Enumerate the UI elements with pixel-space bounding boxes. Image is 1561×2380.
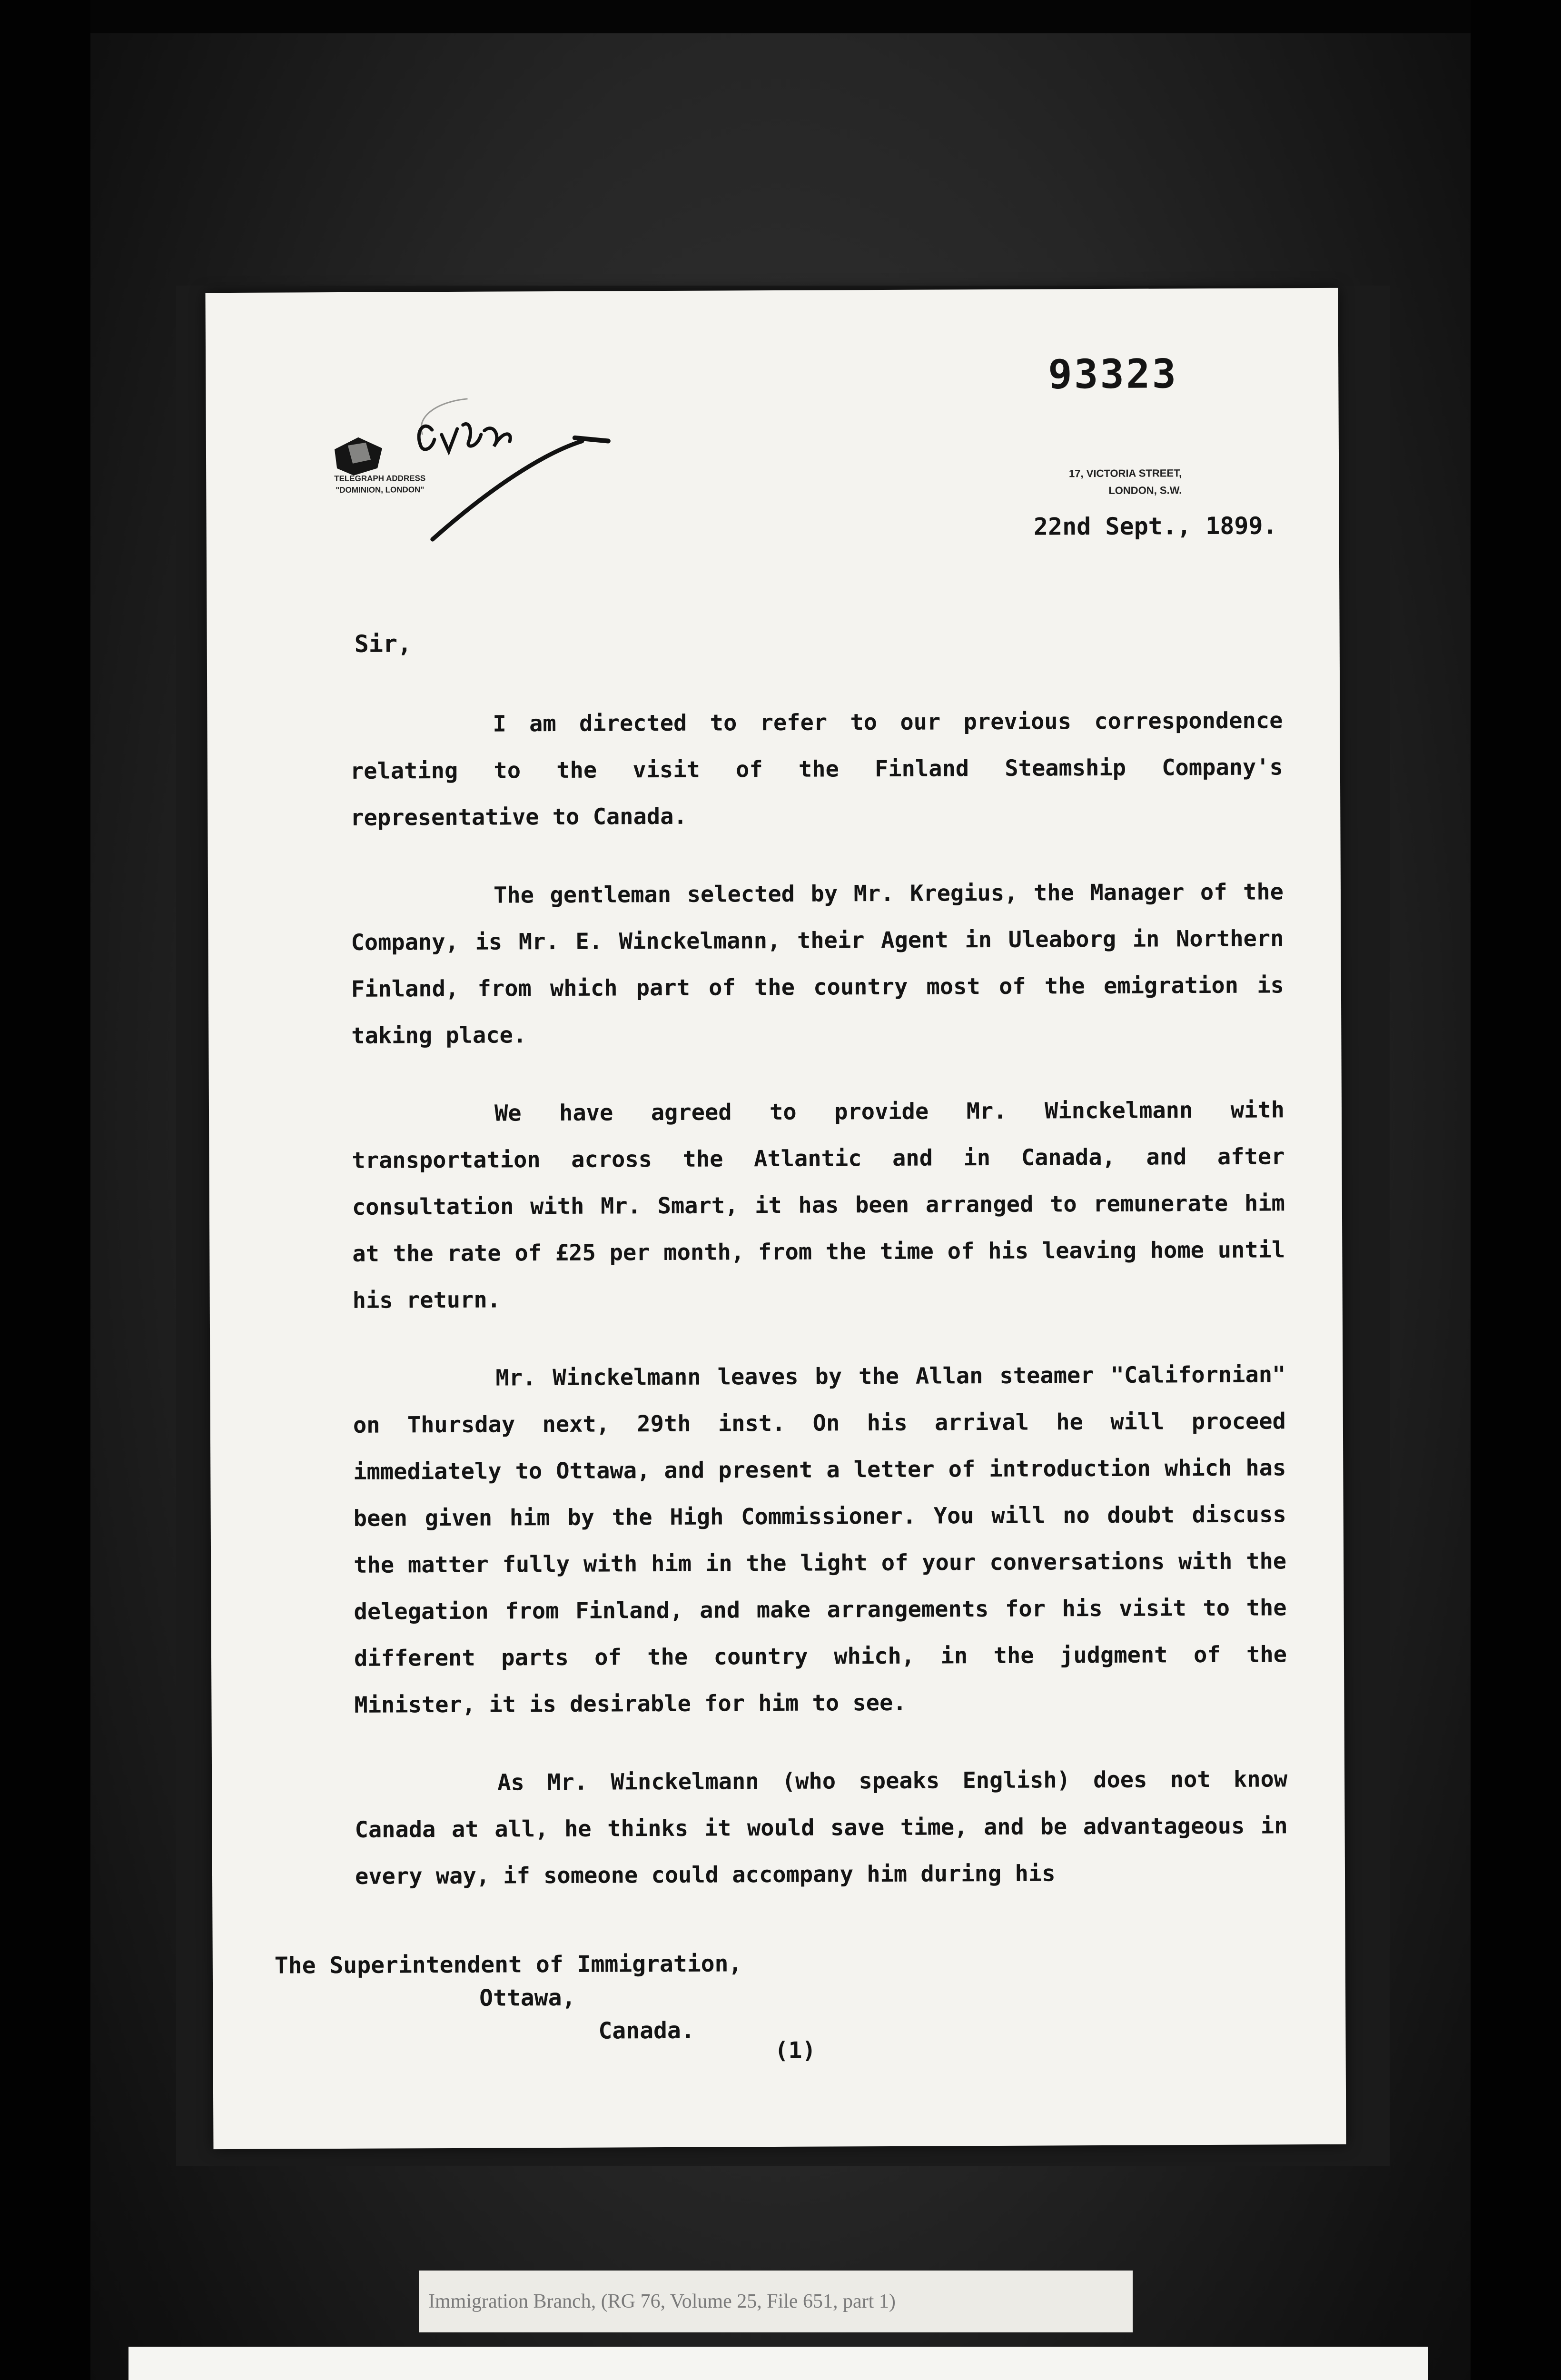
city-address: LONDON, S.W. — [1108, 484, 1182, 496]
letter-page — [206, 288, 1346, 2149]
paragraph: We have agreed to provide Mr. Winckelmann with transportation across the Atlantic and in Canada, and after consultation with Mr. Smart, it has been arranged to remunerate him at the rate of £25 per month, from the time of his leaving home until his return. — [352, 1097, 1285, 1314]
reference-slip: Immigration Branch, (RG 76, Volume 25, File 651, part 1) — [419, 2271, 1133, 2332]
paragraph: The gentleman selected by Mr. Kregius, the Manager of the Company, is Mr. E. Winckelmann, their Agent in Uleaborg in Northern Finland, from which part of the country most of the emigration is taking place. — [351, 879, 1284, 1049]
film-left-edge — [0, 0, 90, 2380]
letter-date: 22nd Sept., 1899. — [1033, 512, 1277, 541]
telegraph-label: TELEGRAPH ADDRESS — [334, 474, 426, 484]
paragraph: Mr. Winckelmann leaves by the Allan steamer "Californian" on Thursday next, 29th inst. On his arrival he will proceed immediately to Ottawa, and present a letter of introduction which has been given him by the High Commissioner. You will no doubt discuss the matter fully with him in the light of your conversations with the delegation from Finland, and make arrangements for his visit to the different parts of the country which, in the judgment of the Minister, it is desirable for him to see. — [353, 1361, 1287, 1718]
archives-stamp-card — [128, 2347, 1428, 2380]
street-address: 17, VICTORIA STREET, — [1068, 467, 1182, 480]
salutation: Sir, — [354, 630, 412, 658]
addressee-block — [275, 1947, 742, 2049]
handwritten-initials — [386, 396, 653, 558]
paragraph: As Mr. Winckelmann (who speaks English) does not know Canada at all, he thinks it would save time, and be advantageous in every way, if someone could accompany him during his — [355, 1766, 1288, 1890]
letterhead-address — [1020, 465, 1182, 499]
addressee-line: Ottawa, — [479, 1984, 576, 2012]
addressee-line: The Superintendent of Immigration, — [274, 1950, 742, 1979]
film-top-edge — [0, 0, 1561, 33]
paragraph: I am directed to refer to our previous correspondence relating to the visit of the Finland Steamship Company's representative to Canada. — [350, 707, 1283, 831]
addressee-line: Canada. — [598, 2017, 695, 2044]
telegraph-value: "DOMINION, LONDON" — [336, 485, 425, 495]
crest-icon — [325, 435, 392, 478]
film-right-edge — [1471, 0, 1561, 2380]
file-number: 93323 — [1048, 350, 1178, 398]
page-number: (1) — [774, 2037, 816, 2064]
letter-body — [350, 697, 1288, 1932]
